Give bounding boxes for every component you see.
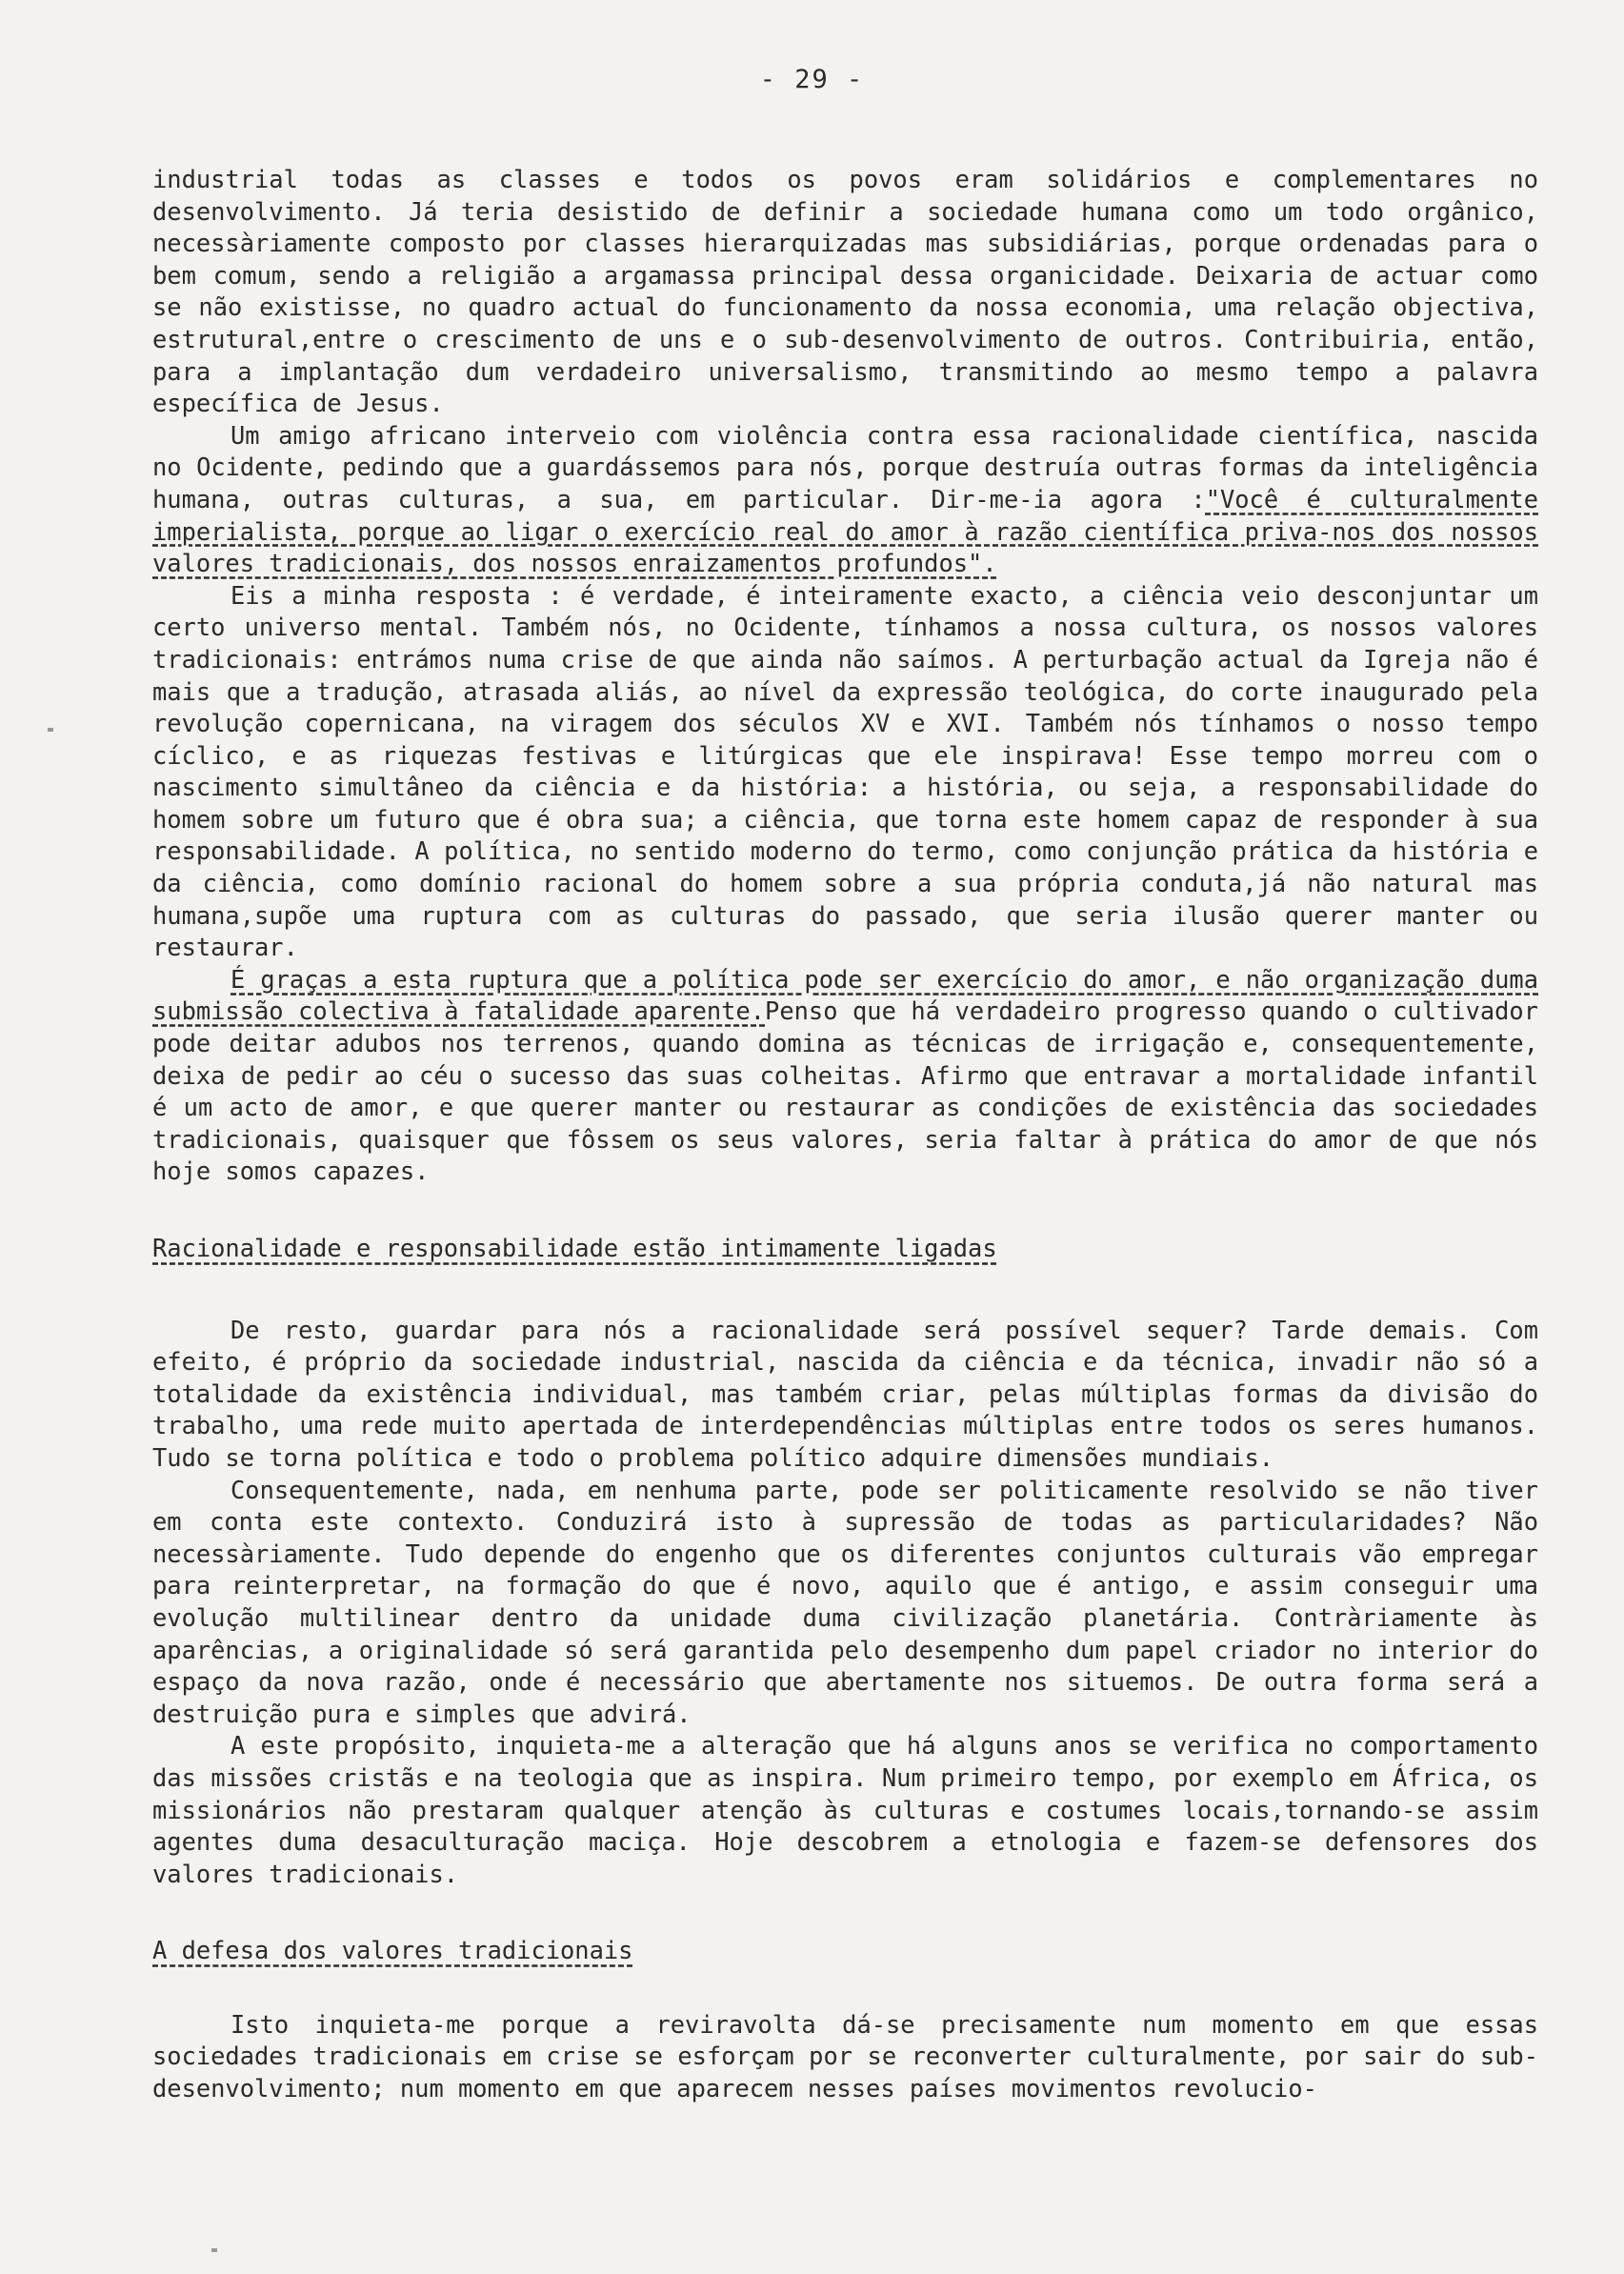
scan-mark — [48, 728, 53, 732]
paragraph-de-resto: De resto, guardar para nós a racionalidade será possível sequer? Tarde demais. Com efeito, é próprio da sociedade industrial, nascida da ciência e da técnica, invadir não só a totalidade da existência individual, mas também criar, pelas múltiplas formas da divisão do trabalho, uma rede muito apertada de interdependências múltiplas entre todos os seres humanos. Tudo se torna política e todo o problema político adquire dimensões mundiais. — [152, 1315, 1538, 1472]
paragraph-amigo-quote: "Você é culturalmente imperialista, porque ao ligar o exercício real do amor à razão científica priva-nos dos nossos valores tradicionais, dos nossos enraizamentos profundos". — [152, 484, 1539, 578]
section-heading-defesa: A defesa dos valores tradicionais — [152, 1936, 633, 1965]
document-body — [152, 164, 1538, 2105]
paragraph-ruptura — [152, 964, 1538, 1188]
paragraph-ruptura-rest: Penso que há verdadeiro progresso quando o cultivador pode deitar adubos nos terrenos, quando domina as técnicas de irrigação e, consequentemente, deixa de pedir ao céu o sucesso das suas colheitas. Afirmo que entravar a mortalidade infantil é um acto de amor, e que querer manter ou restaurar as condições de existência das sociedades tradicionais, quaisquer que fôssem os seus valores, seria faltar à prática do amor de que nós hoje somos capazes. — [152, 996, 1538, 1186]
paragraph-resposta: Eis a minha resposta : é verdade, é inteiramente exacto, a ciência veio desconjuntar um certo universo mental. Também nós, no Ocidente, tínhamos a nossa cultura, os nossos valores tradicionais: entrámos numa crise de que ainda não saímos. A perturbação actual da Igreja não é mais que a tradução, atrasada aliás, ao nível da expressão teológica, do corte inaugurado pela revolução copernicana, na viragem dos séculos XV e XVI. Também nós tínhamos o nosso tempo cíclico, e as riquezas festivas e litúrgicas que ele inspirava! Esse tempo morreu com o nascimento simultâneo da ciência e da história: a história, ou seja, a responsabilidade do homem sobre um futuro que é obra sua; a ciência, que torna este homem capaz de responder à sua responsabilidade. A política, no sentido moderno do termo, como conjunção prática da história e da ciência, como domínio racional do homem sobre a sua própria conduta,já não natural mas humana,supõe uma ruptura com as culturas do passado, que seria ilusão querer manter ou restaurar. — [152, 580, 1538, 962]
scan-mark — [211, 2248, 217, 2252]
paragraph-amigo-text: Um amigo africano interveio com violência contra essa racionalidade científica, nascida no Ocidente, pedindo que a guardássemos para nós, porque destruía outras formas da inteligência humana, outras culturas, a sua, em particular. Dir-me-ia agora : — [152, 420, 1538, 513]
paragraph-inquieta: Isto inquieta-me porque a reviravolta dá-se precisamente num momento em que essas sociedades tradicionais em crise se esforçam por se reconverter culturalmente, por sair do sub-desenvolvimento; num momento em que aparecem nesses países movimentos revolucio- — [152, 2009, 1538, 2103]
paragraph-amigo-africano — [152, 420, 1538, 580]
paragraph-intro: industrial todas as classes e todos os povos eram solidários e complementares no desenvolvimento. Já teria desistido de definir a sociedade humana como um todo orgânico, necessàriamente composto por classes hierarquizadas mas subsidiárias, porque ordenadas para o bem comum, sendo a religião a argamassa principal dessa organicidade. Deixaria de actuar como se não existisse, no quadro actual do funcionamento da nossa economia, uma relação objectiva, estrutural,entre o crescimento de uns e o sub-desenvolvimento de outros. Contribuiria, então, para a implantação dum verdadeiro universalismo, transmitindo ao mesmo tempo a palavra específica de Jesus. — [152, 165, 1538, 418]
page-number: - 29 - — [759, 65, 865, 94]
paragraph-proposito: A este propósito, inquieta-me a alteração que há alguns anos se verifica no comportamento das missões cristãs e na teologia que as inspira. Num primeiro tempo, por exemplo em África, os missionários não prestaram qualquer atenção às culturas e costumes locais,tornando-se assim agentes duma desaculturação maciça. Hoje descobrem a etnologia e fazem-se defensores dos valores tradicionais. — [152, 1731, 1538, 1888]
section-heading-racionalidade: Racionalidade e responsabilidade estão intimamente ligadas — [152, 1234, 997, 1262]
paragraph-consequentemente: Consequentemente, nada, em nenhuma parte, pode ser politicamente resolvido se não tiver em conta este contexto. Conduzirá isto à supressão de todas as particularidades? Não necessàriamente. Tudo depende do engenho que os diferentes conjuntos culturais vão empregar para reinterpretar, na formação do que é novo, aquilo que é antigo, e assim conseguir uma evolução multilinear dentro da unidade duma civilização planetária. Contràriamente às aparências, a originalidade só será garantida pelo desempenho dum papel criador no interior do espaço da nova razão, onde é necessário que abertamente nos situemos. De outra forma será a destruição pura e simples que advirá. — [152, 1475, 1538, 1728]
paragraph-ruptura-underlined: É graças a esta ruptura que a política pode ser exercício do amor, e não organização duma submissão colectiva à fatalidade aparente. — [152, 964, 1538, 1026]
